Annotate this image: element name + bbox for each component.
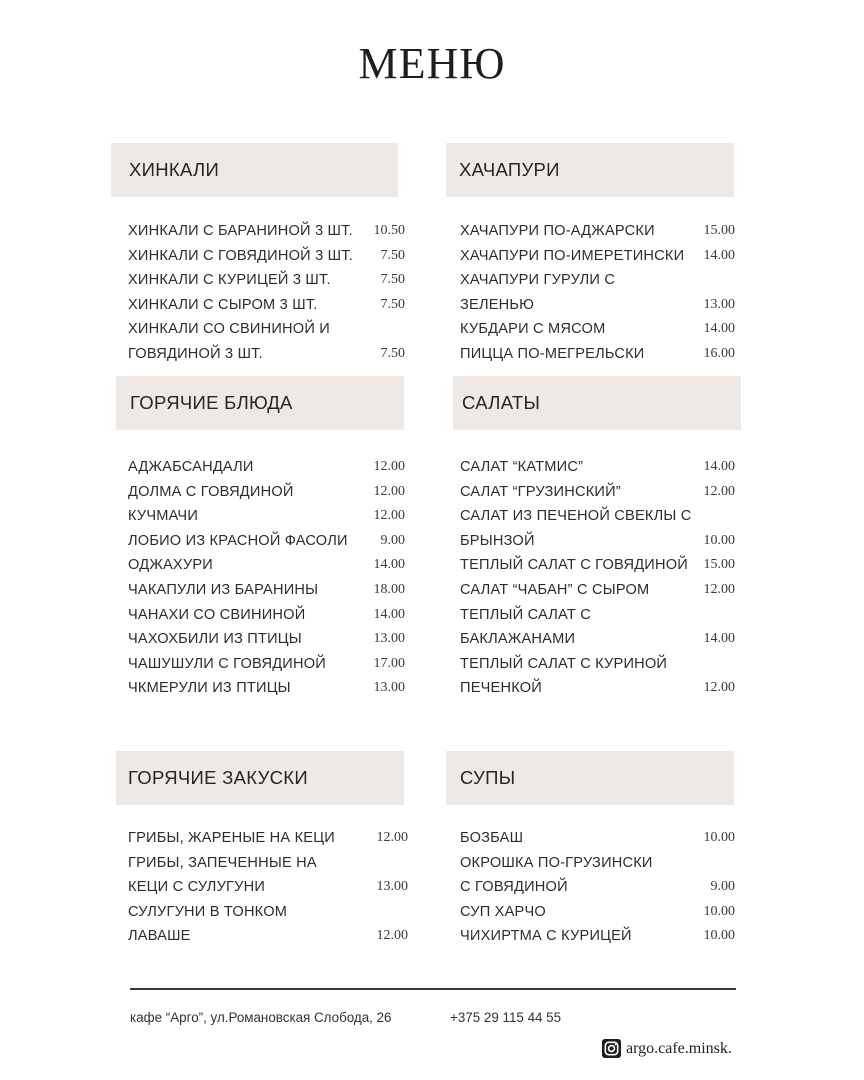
menu-item-price: 7.50 (380, 296, 405, 312)
menu-item-name: ХИНКАЛИ СО СВИНИНОЙ И (128, 321, 330, 338)
menu-item-name: ПЕЧЕНКОЙ (460, 680, 543, 697)
menu-item-name: ПИЦЦА ПО-МЕГРЕЛЬСКИ (460, 346, 645, 362)
menu-item-price: 12.00 (703, 582, 735, 597)
menu-item-name: ТЕПЛЫЙ САЛАТ С ГОВЯДИНОЙ (460, 557, 688, 574)
menu-item-price: 7.50 (380, 346, 405, 361)
menu-item-name: ЧАХОХБИЛИ ИЗ ПТИЦЫ (128, 631, 302, 648)
section-khachapuri (446, 143, 734, 197)
menu-item-name: ХИНКАЛИ С БАРАНИНОЙ 3 ШТ. (128, 223, 353, 239)
menu-item-name: БОЗБАШ (460, 830, 524, 846)
menu-item-name: ЛОБИО ИЗ КРАСНОЙ ФАСОЛИ (128, 532, 348, 549)
menu-item-name: СУЛУГУНИ В ТОНКОМ (128, 903, 288, 920)
menu-item-price: 12.00 (373, 483, 405, 499)
cafe-address: кафе “Арго”, ул.Романовская Слобода, 26 (130, 1010, 392, 1025)
menu-item-price: 18.00 (373, 582, 405, 597)
menu-item-name: БАКЛАЖАНАМИ (460, 631, 576, 648)
menu-item-price: 15.00 (703, 557, 735, 573)
menu-item-name: ХАЧАПУРИ ПО-АДЖАРСКИ (460, 223, 655, 239)
menu-item-name: ЛАВАШЕ (128, 928, 191, 945)
menu-item-name: ТЕПЛЫЙ САЛАТ С КУРИНОЙ (460, 655, 668, 672)
menu-item-price: 17.00 (373, 655, 405, 671)
menu-item-price: 10.00 (703, 532, 735, 548)
menu-item-price: 14.00 (373, 557, 405, 573)
menu-item-price: 13.00 (703, 296, 735, 312)
section-heading: ГОРЯЧИЕ БЛЮДА (116, 376, 404, 430)
menu-item-price: 10.00 (703, 928, 735, 944)
instagram-handle: argo.cafe.minsk. (626, 1039, 732, 1057)
menu-item-price: 7.50 (380, 272, 405, 288)
menu-item-price: 13.00 (373, 680, 405, 696)
section-salads (453, 376, 741, 430)
menu-item-name: ТЕПЛЫЙ САЛАТ С (460, 606, 591, 623)
menu-item-price: 7.50 (380, 247, 405, 263)
menu-item-name: ХАЧАПУРИ ГУРУЛИ С (460, 272, 616, 289)
menu-item-price: 14.00 (703, 459, 735, 474)
menu-item-name: ДОЛМА С ГОВЯДИНОЙ (128, 483, 294, 500)
menu-item-name: С ГОВЯДИНОЙ (460, 879, 568, 896)
menu-title: МЕНЮ (358, 39, 506, 88)
menu-item-name: АДЖАБСАНДАЛИ (128, 459, 254, 475)
menu-item-price: 10.00 (703, 830, 735, 845)
menu-item-price: 12.00 (376, 830, 408, 845)
menu-item-price: 10.50 (373, 223, 405, 238)
section-hot-dishes (116, 376, 404, 430)
menu-item-price: 12.00 (703, 483, 735, 499)
section-hot-snacks (116, 751, 404, 805)
menu-item-price: 15.00 (703, 223, 735, 238)
menu-item-price: 12.00 (376, 928, 408, 944)
section-soups (446, 751, 734, 805)
menu-item-name: КУЧМАЧИ (128, 508, 199, 525)
menu-item-price: 12.00 (373, 508, 405, 524)
section-heading: ХИНКАЛИ (111, 143, 398, 197)
menu-item-name: ОДЖАХУРИ (128, 557, 213, 574)
menu-item-price: 14.00 (703, 631, 735, 647)
menu-item-name: САЛАТ ИЗ ПЕЧЕНОЙ СВЕКЛЫ С (460, 508, 692, 525)
menu-item-price: 13.00 (376, 879, 408, 895)
menu-item-price: 9.00 (710, 879, 735, 895)
menu-item-price: 12.00 (373, 459, 405, 474)
menu-item-price: 13.00 (373, 631, 405, 647)
menu-item-name: ХИНКАЛИ С КУРИЦЕЙ 3 ШТ. (128, 272, 331, 289)
footer-divider (130, 988, 736, 990)
menu-item-name: ЧИХИРТМА С КУРИЦЕЙ (460, 928, 632, 945)
menu-item-name: КУБДАРИ С МЯСОМ (460, 321, 606, 338)
menu-item-price: 9.00 (380, 532, 405, 548)
menu-item-name: КЕЦИ С СУЛУГУНИ (128, 879, 266, 896)
menu-item-name: ХАЧАПУРИ ПО-ИМЕРЕТИНСКИ (460, 247, 685, 264)
menu-item-name: ЧАШУШУЛИ С ГОВЯДИНОЙ (128, 655, 326, 672)
menu-item-price: 16.00 (703, 346, 735, 361)
menu-item-name: САЛАТ “ГРУЗИНСКИЙ” (460, 483, 621, 500)
menu-item-price: 10.00 (703, 903, 735, 919)
menu-item-price: 12.00 (703, 680, 735, 696)
menu-item-name: ЧАНАХИ СО СВИНИНОЙ (128, 606, 306, 623)
instagram-icon (602, 1039, 621, 1058)
menu-item-name: СУП ХАРЧО (460, 903, 546, 920)
menu-item-name: ЗЕЛЕНЬЮ (460, 296, 535, 313)
menu-item-price: 14.00 (703, 247, 735, 263)
menu-item-name: САЛАТ “КАТМИС” (460, 459, 584, 475)
menu-item-name: ГРИБЫ, ЖАРЕНЫЕ НА КЕЦИ (128, 830, 335, 846)
section-khinkali (111, 143, 398, 197)
menu-item-name: ГРИБЫ, ЗАПЕЧЕННЫЕ НА (128, 854, 317, 871)
cafe-phone[interactable]: +375 29 115 44 55 (450, 1010, 562, 1025)
menu-item-name: ЧАКАПУЛИ ИЗ БАРАНИНЫ (128, 582, 319, 598)
section-heading: ГОРЯЧИЕ ЗАКУСКИ (116, 751, 404, 805)
section-heading: СУПЫ (446, 751, 734, 805)
menu-item-name: САЛАТ “ЧАБАН” С СЫРОМ (460, 582, 650, 598)
section-heading: ХАЧАПУРИ (446, 143, 734, 197)
menu-item-name: ЧКМЕРУЛИ ИЗ ПТИЦЫ (128, 680, 291, 697)
menu-item-name: ХИНКАЛИ С ГОВЯДИНОЙ 3 ШТ. (128, 247, 353, 264)
instagram-link[interactable] (602, 1039, 732, 1058)
menu-item-name: ХИНКАЛИ С СЫРОМ 3 ШТ. (128, 296, 318, 313)
menu-item-name: БРЫНЗОЙ (460, 532, 535, 549)
menu-item-price: 14.00 (373, 606, 405, 622)
menu-item-name: ОКРОШКА ПО-ГРУЗИНСКИ (460, 854, 653, 871)
menu-item-name: ГОВЯДИНОЙ 3 ШТ. (128, 346, 263, 362)
menu-item-price: 14.00 (703, 321, 735, 337)
section-heading: САЛАТЫ (453, 376, 741, 430)
